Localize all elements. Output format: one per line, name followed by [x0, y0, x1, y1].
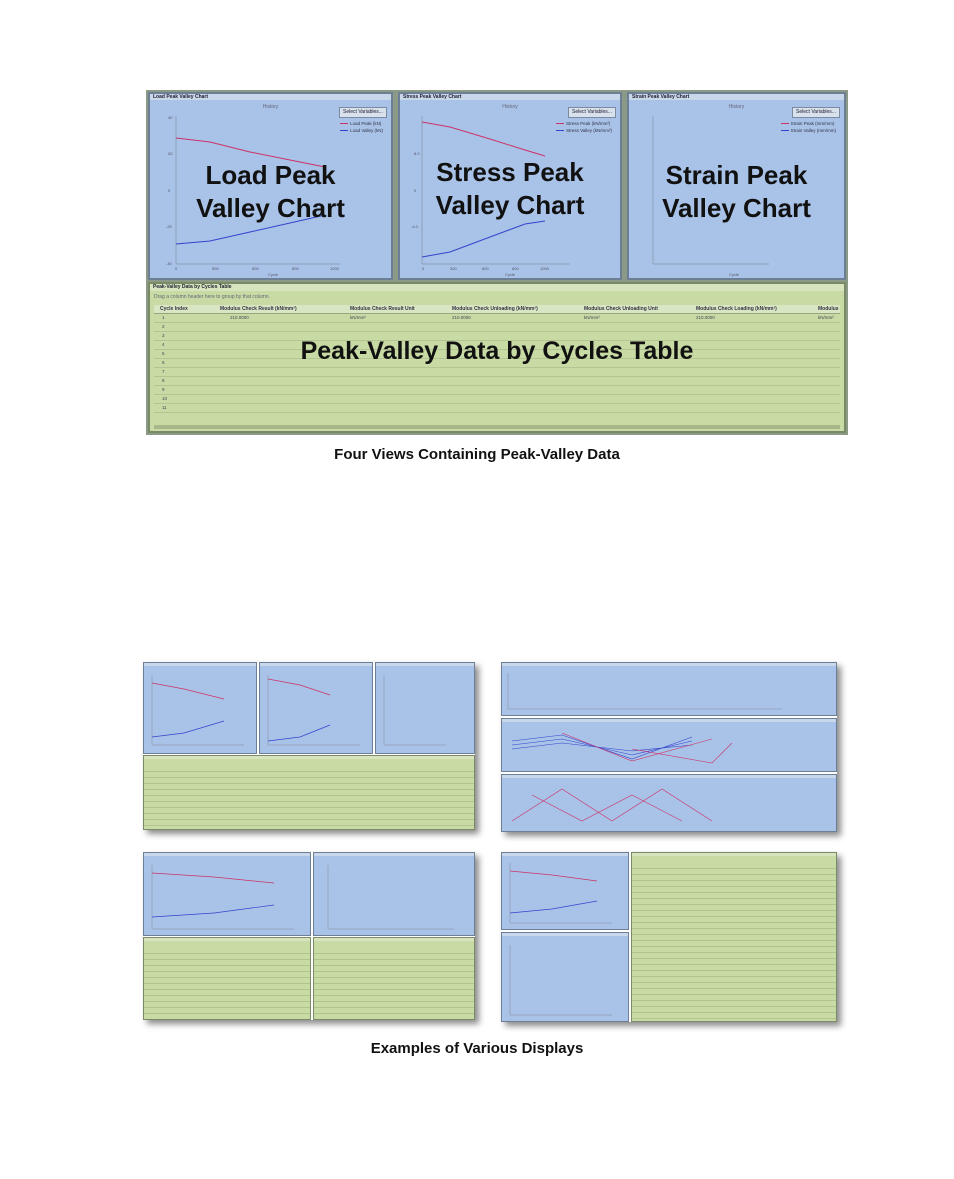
x-tick: 600 [482, 266, 489, 271]
select-variables-button[interactable]: Select Variables... [792, 107, 840, 118]
y-tick: -40 [166, 261, 172, 266]
strain-chart-pane [627, 92, 846, 280]
x-tick: 800 [512, 266, 519, 271]
pane-title: Load Peak Valley Chart [150, 94, 391, 100]
table-row[interactable]: 11 [154, 404, 840, 413]
example-display-1 [143, 662, 475, 830]
table-row[interactable]: 2 [154, 323, 840, 332]
mini-chart-pane [501, 932, 629, 1022]
column-header[interactable]: Modulus Check Unloading Unit [584, 306, 658, 312]
mini-chart-pane [501, 774, 837, 832]
stress-chart-pane [398, 92, 622, 280]
table-header [154, 305, 840, 314]
legend-item-peak: Strain Peak (mm/mm) [781, 120, 836, 127]
history-label: History [502, 104, 518, 110]
peak-valley-table-pane [148, 282, 846, 433]
mini-chart-pane [501, 718, 837, 772]
caption-four-views: Four Views Containing Peak-Valley Data [334, 446, 620, 463]
y-tick: 8.0 [414, 151, 420, 156]
table-row[interactable]: 4 [154, 341, 840, 350]
mini-chart-pane [259, 662, 373, 754]
table-row[interactable]: 3 [154, 332, 840, 341]
x-axis-label: Cycle [729, 272, 740, 277]
chart-overlay-label: Strain Peak Valley Chart [662, 160, 811, 223]
x-tick: 0 [175, 266, 178, 271]
example-display-4 [501, 852, 837, 1022]
mini-chart-pane [143, 852, 311, 936]
table-row[interactable]: 1 210.0000 kN/mm² 210.0000 kN/mm² 210.0000 kN/mm² [154, 314, 840, 323]
table-row[interactable]: 5 [154, 350, 840, 359]
y-tick: 0 [414, 188, 417, 193]
x-tick: 1000 [540, 266, 549, 271]
load-chart-pane [148, 92, 393, 280]
mini-table-pane [143, 755, 475, 830]
chart-overlay-label: Load Peak Valley Chart [196, 160, 345, 223]
select-variables-button[interactable]: Select Variables... [568, 107, 616, 118]
legend-item-valley: Load Valley (kN) [340, 127, 383, 134]
mini-table-pane [143, 937, 311, 1020]
y-tick: -20 [166, 224, 172, 229]
chart-overlay-label: Stress Peak Valley Chart [435, 157, 585, 220]
mini-chart-pane [375, 662, 475, 754]
table-row[interactable]: 6 [154, 359, 840, 368]
example-display-3 [143, 852, 475, 1020]
y-tick: -4.0 [411, 224, 418, 229]
mini-table-pane [313, 937, 475, 1020]
mini-chart-pane [143, 662, 257, 754]
y-tick: 40 [168, 115, 173, 120]
column-header[interactable]: Modulus Check Unloading (kN/mm²) [452, 306, 538, 312]
column-header[interactable]: Modulus Check Result Unit [350, 306, 415, 312]
group-by-hint: Drag a column header here to group by that column. [154, 294, 270, 300]
history-label: History [262, 104, 279, 110]
table-row[interactable]: 9 [154, 386, 840, 395]
mini-table-pane [631, 852, 837, 1022]
column-header[interactable]: Cycle Index [160, 306, 188, 312]
caption-examples: Examples of Various Displays [370, 1040, 584, 1057]
y-tick: 20 [168, 151, 173, 156]
table-row[interactable]: 10 [154, 395, 840, 404]
example-display-2 [501, 662, 837, 832]
legend-item-peak: Stress Peak (kN/mm²) [556, 120, 612, 127]
x-tick: 1000 [330, 266, 339, 271]
legend-item-valley: Stress Valley (kN/mm²) [556, 127, 612, 134]
legend-item-valley: Strain Valley (mm/mm) [781, 127, 836, 134]
table-overlay-label: Peak-Valley Data by Cycles Table [300, 337, 694, 365]
x-tick: 800 [292, 266, 299, 271]
figure-four-views [146, 90, 848, 435]
mini-chart-pane [501, 852, 629, 930]
x-tick: 500 [212, 266, 219, 271]
x-axis-label: Cycle [505, 272, 516, 277]
table-row[interactable]: 7 [154, 368, 840, 377]
mini-chart-pane [501, 662, 837, 716]
table-row[interactable]: 8 [154, 377, 840, 386]
column-header[interactable]: Modulus Check Result (kN/mm²) [220, 306, 297, 312]
pane-title: Peak-Valley Data by Cycles Table [150, 284, 844, 291]
pane-title: Stress Peak Valley Chart [400, 94, 620, 100]
x-tick: 300 [450, 266, 457, 271]
column-header[interactable]: Modulus [818, 306, 839, 312]
x-tick: 600 [252, 266, 259, 271]
x-tick: 0 [422, 266, 425, 271]
x-axis-label: Cycle [268, 272, 279, 277]
select-variables-button[interactable]: Select Variables... [339, 107, 387, 118]
history-label: History [728, 104, 745, 110]
mini-chart-pane [313, 852, 475, 936]
horizontal-scrollbar[interactable] [154, 425, 840, 429]
legend-item-peak: Load Peak (kN) [340, 120, 383, 127]
column-header[interactable]: Modulus Check Loading (kN/mm²) [696, 306, 777, 312]
pane-title: Strain Peak Valley Chart [629, 94, 844, 100]
y-tick: 0 [168, 188, 171, 193]
